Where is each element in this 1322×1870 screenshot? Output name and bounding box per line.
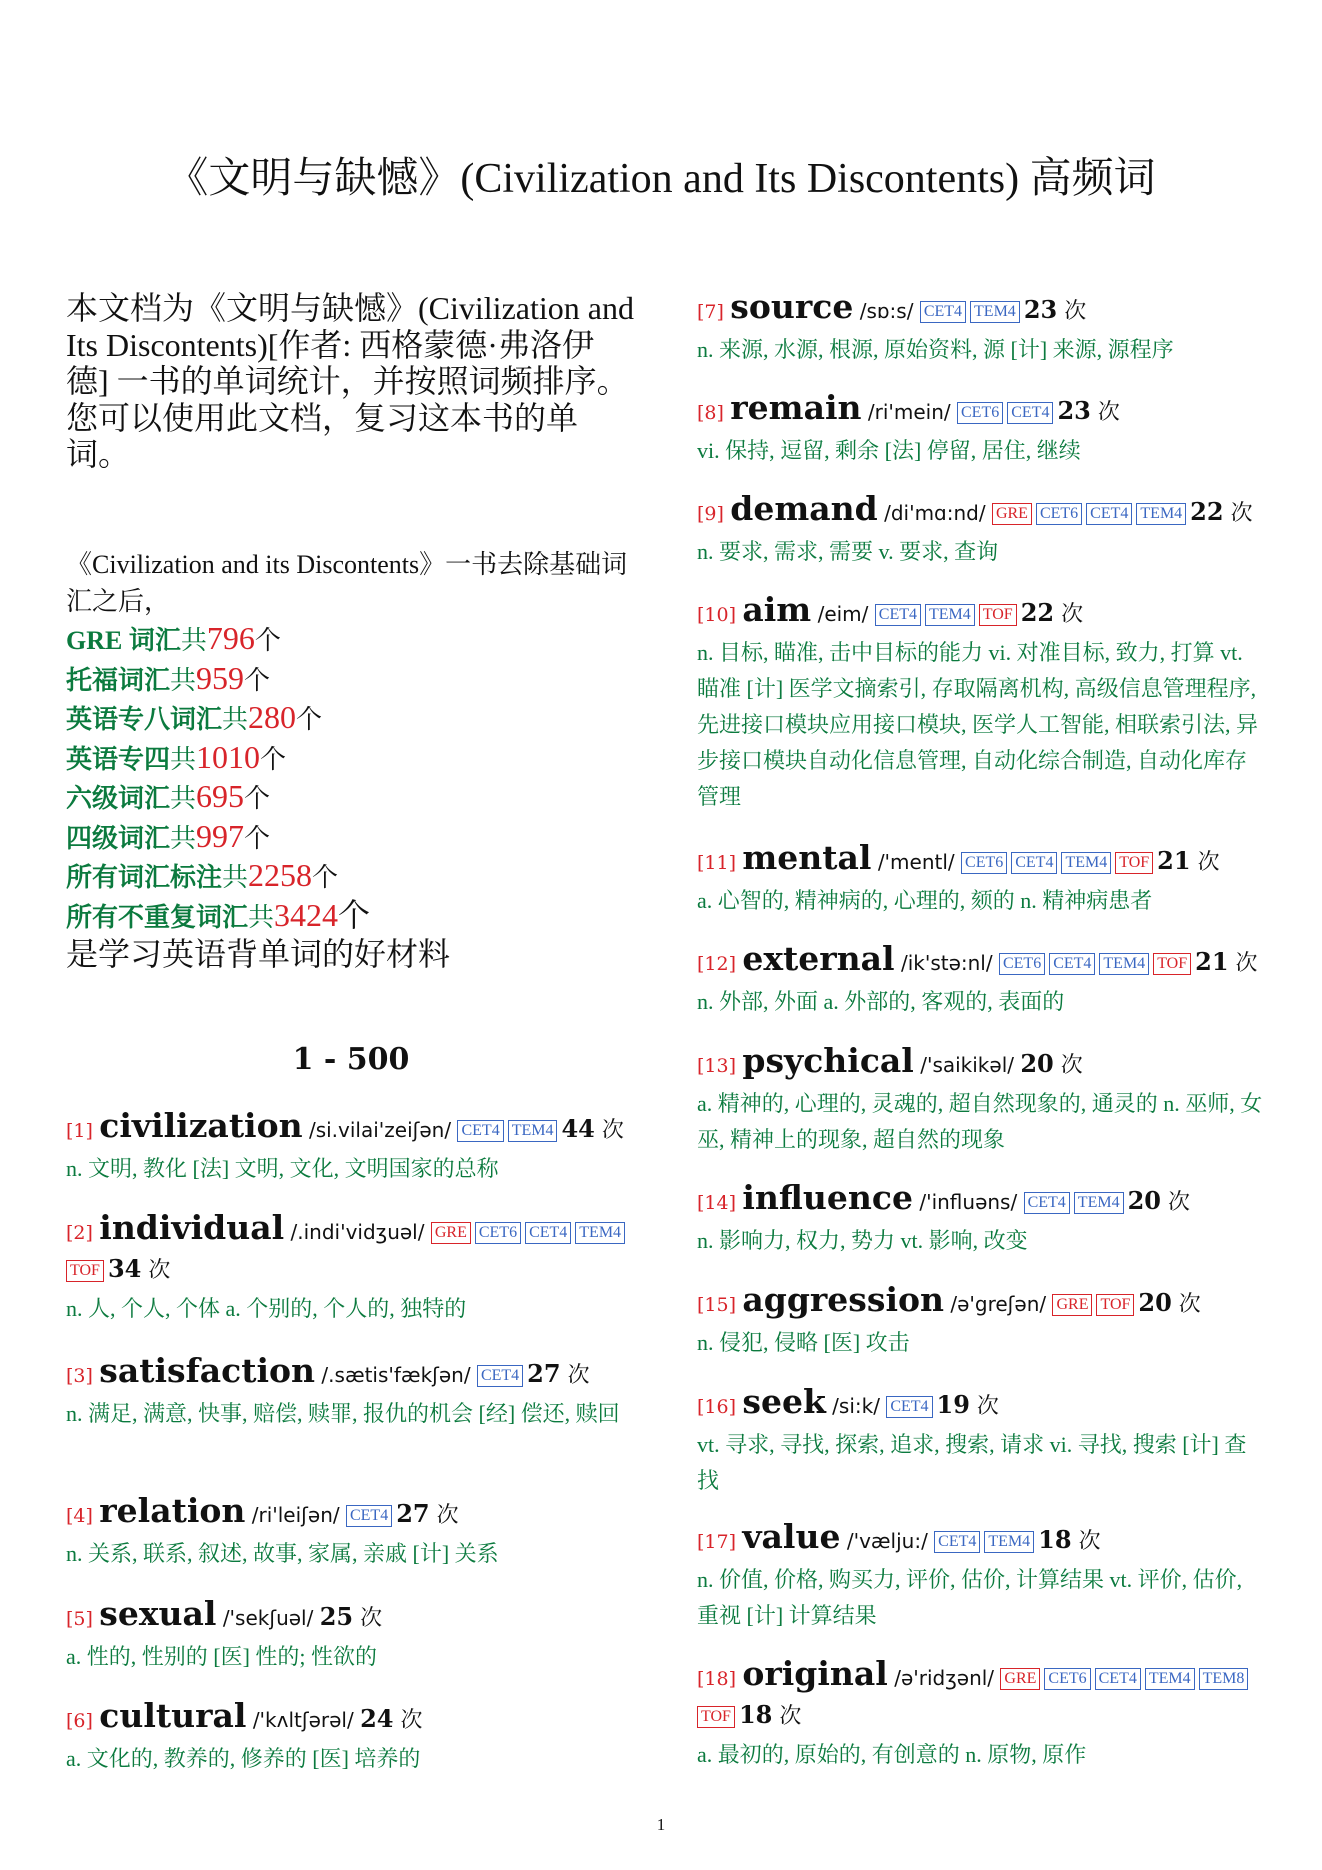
entry-count-unit: 次 xyxy=(353,1606,383,1631)
stats-label: 所有不重复词汇 xyxy=(66,902,249,932)
entry-head xyxy=(697,1384,1267,1425)
entry-definition: n. 文明, 教化 [法] 文明, 文化, 文明国家的总称 xyxy=(66,1156,499,1181)
entry-count: 23 xyxy=(1023,295,1058,324)
entry-head xyxy=(697,1282,1267,1323)
page-number: 1 xyxy=(656,1815,666,1834)
exam-tag-badge: CET4 xyxy=(1011,852,1057,874)
stats-row xyxy=(66,857,636,897)
entry-word: external xyxy=(742,939,895,978)
entry-rank: [14] xyxy=(697,1192,737,1214)
entry-rank: [11] xyxy=(697,852,737,874)
stats-row xyxy=(66,778,636,818)
entry-rank: [13] xyxy=(697,1055,737,1077)
word-entry xyxy=(697,1180,1267,1259)
entry-phonetic: /ə'ridʒənl/ xyxy=(894,1666,995,1690)
entry-phonetic: /.indi'vidʒuəl/ xyxy=(290,1220,425,1244)
word-entry xyxy=(66,1493,636,1572)
entry-count: 34 xyxy=(107,1254,142,1283)
stats-unit: 个 xyxy=(244,823,271,853)
entry-count: 19 xyxy=(936,1390,970,1419)
word-entry xyxy=(66,1596,636,1675)
entry-definition: a. 心智的, 精神病的, 心理的, 颏的 n. 精神病患者 xyxy=(697,888,1153,913)
entry-count: 22 xyxy=(1190,497,1224,526)
stats-value: 2258 xyxy=(248,857,313,893)
entry-phonetic: /ik'stə:nl/ xyxy=(900,951,993,975)
word-entry xyxy=(66,1108,636,1187)
entry-word: value xyxy=(742,1517,841,1556)
entry-rank: [6] xyxy=(66,1710,93,1732)
entry-count: 21 xyxy=(1195,947,1229,976)
entry-definition: n. 外部, 外面 a. 外部的, 客观的, 表面的 xyxy=(697,989,1065,1014)
stats-label: GRE 词汇 xyxy=(66,626,181,655)
entry-count-unit: 次 xyxy=(1071,1529,1101,1554)
exam-tag-badge: CET4 xyxy=(886,1396,932,1418)
entry-head xyxy=(697,840,1267,881)
exam-tag-badge: CET4 xyxy=(525,1222,571,1244)
stats-label: 所有词汇标注 xyxy=(66,863,223,892)
word-entry xyxy=(697,289,1267,368)
entry-rank: [9] xyxy=(697,503,724,525)
entry-head xyxy=(697,289,1267,330)
stats-label: 四级词汇 xyxy=(66,823,171,853)
entry-definition: a. 文化的, 教养的, 修养的 [医] 培养的 xyxy=(66,1746,421,1771)
entry-rank: [7] xyxy=(697,301,724,323)
exam-tag-badge: CET6 xyxy=(475,1222,521,1244)
entry-count-unit: 次 xyxy=(772,1704,802,1729)
intro-paragraph xyxy=(66,290,636,473)
stats-suffix: 共 xyxy=(170,784,197,813)
exam-tag-badge: CET4 xyxy=(1095,1668,1141,1690)
exam-tag-badge: TEM8 xyxy=(1199,1668,1249,1690)
entry-word: influence xyxy=(742,1178,913,1217)
entry-head xyxy=(66,1108,636,1149)
entry-count: 20 xyxy=(1020,1049,1054,1078)
word-entry xyxy=(697,840,1267,919)
entry-phonetic: /ri'mein/ xyxy=(867,400,951,424)
stats-row xyxy=(66,620,636,660)
entry-phonetic: /sɒ:s/ xyxy=(859,299,914,323)
word-entry xyxy=(697,592,1267,815)
entry-word: demand xyxy=(730,489,878,528)
stats-unit: 个 xyxy=(338,896,371,933)
entry-definition: n. 要求, 需求, 需要 v. 要求, 查询 xyxy=(697,539,999,564)
exam-tag-badge: CET6 xyxy=(1044,1668,1090,1690)
word-entry xyxy=(697,491,1267,570)
entry-phonetic: /ri'leiʃən/ xyxy=(251,1503,340,1527)
entry-definition: n. 关系, 联系, 叙述, 故事, 家属, 亲戚 [计] 关系 xyxy=(66,1541,499,1566)
exam-tag-badge: GRE xyxy=(1000,1668,1040,1690)
entry-rank: [2] xyxy=(66,1222,93,1244)
exam-tag-badge: TEM4 xyxy=(1099,953,1149,975)
stats-unit: 个 xyxy=(296,705,323,734)
word-entry xyxy=(697,1282,1267,1361)
entry-count: 18 xyxy=(738,1700,773,1729)
entry-rank: [15] xyxy=(697,1294,737,1316)
entry-count-unit: 次 xyxy=(429,1503,459,1528)
entry-head xyxy=(66,1353,636,1394)
entry-count: 25 xyxy=(319,1602,354,1631)
stats-label: 英语专四 xyxy=(66,744,171,774)
word-entry xyxy=(66,1210,636,1327)
stats-closing: 是学习英语背单词的好材料 xyxy=(66,936,451,972)
entry-word: relation xyxy=(99,1491,246,1530)
stats-value: 997 xyxy=(196,817,245,854)
exam-tag-badge: CET4 xyxy=(1086,503,1132,525)
exam-tag-badge: CET6 xyxy=(999,953,1045,975)
stats-unit: 个 xyxy=(254,626,281,655)
entry-phonetic: /'mentl/ xyxy=(877,850,955,874)
entry-rank: [12] xyxy=(697,953,737,975)
exam-tag-badge: CET6 xyxy=(957,402,1003,424)
exam-tag-badge: GRE xyxy=(1052,1294,1092,1316)
entry-phonetic: /'saikikəl/ xyxy=(920,1053,1014,1077)
entry-phonetic: /ə'greʃən/ xyxy=(950,1292,1047,1316)
stats-row xyxy=(66,699,636,739)
exam-tag-badge: TEM4 xyxy=(984,1531,1034,1553)
entry-count: 27 xyxy=(396,1499,430,1528)
stats-row xyxy=(66,660,636,700)
exam-tag-badge: CET4 xyxy=(457,1120,503,1142)
page-title: 《文明与缺憾》(Civilization and Its Discontents) 高频词 xyxy=(166,156,1156,202)
entry-count-unit: 次 xyxy=(1053,1053,1083,1078)
entry-word: individual xyxy=(99,1208,285,1247)
exam-tag-badge: TOF xyxy=(979,604,1017,626)
entry-head xyxy=(697,1043,1267,1084)
stats-row xyxy=(66,897,636,937)
exam-tag-badge: TEM4 xyxy=(925,604,975,626)
entry-count-unit: 次 xyxy=(1228,951,1258,976)
entry-head xyxy=(697,491,1267,532)
word-entry xyxy=(697,1384,1267,1499)
entry-head xyxy=(697,1519,1267,1560)
stats-value: 3424 xyxy=(274,896,339,933)
entry-count: 23 xyxy=(1057,396,1091,425)
entry-rank: [4] xyxy=(66,1505,93,1527)
entry-definition: n. 目标, 瞄准, 击中目标的能力 vi. 对准目标, 致力, 打算 vt. 瞄准 [计] 医学文摘索引, 存取隔离机构, 高级信息管理程序, 先进接口模块应用接口模块, 医学人工智能, 相联索引法, 异步接口模块自动化信息管理, 自动化综合制造, 自动化库存管理 xyxy=(697,640,1259,809)
exam-tag-badge: TOF xyxy=(1096,1294,1134,1316)
stats-unit: 个 xyxy=(244,784,271,813)
word-entry xyxy=(697,390,1267,469)
exam-tag-badge: GRE xyxy=(431,1222,471,1244)
stats-suffix: 共 xyxy=(222,863,249,892)
stats-unit: 个 xyxy=(244,665,271,695)
entry-count: 24 xyxy=(360,1704,394,1733)
stats-value: 280 xyxy=(248,699,297,735)
exam-tag-badge: CET4 xyxy=(346,1505,392,1527)
entry-word: civilization xyxy=(99,1106,303,1145)
intro-line-2: 您可以使用此文档，复习这本书的单词。 xyxy=(66,399,579,472)
entry-word: source xyxy=(730,287,854,326)
entry-word: cultural xyxy=(99,1696,247,1735)
stats-lead: 《Civilization and its Discontents》一书去除基础词汇之后， xyxy=(66,550,628,616)
stats-row xyxy=(66,818,636,858)
exam-tag-badge: CET4 xyxy=(934,1531,980,1553)
entry-phonetic: /di'mɑ:nd/ xyxy=(884,501,986,525)
stats-suffix: 共 xyxy=(180,626,207,655)
stats-suffix: 共 xyxy=(170,823,197,853)
entry-definition: n. 满足, 满意, 快事, 赔偿, 赎罪, 报仇的机会 [经] 偿还, 赎回 xyxy=(66,1401,620,1426)
entry-definition: a. 精神的, 心理的, 灵魂的, 超自然现象的, 通灵的 n. 巫师, 女巫, 精神上的现象, 超自然的现象 xyxy=(697,1091,1263,1152)
entry-count: 27 xyxy=(527,1359,561,1388)
stats-suffix: 共 xyxy=(170,744,197,774)
entry-head xyxy=(66,1698,636,1739)
entry-count: 22 xyxy=(1020,598,1055,627)
stats-label: 英语专八词汇 xyxy=(66,705,223,734)
exam-tag-badge: CET4 xyxy=(920,301,966,323)
entry-word: psychical xyxy=(742,1041,914,1080)
entry-rank: [1] xyxy=(66,1120,93,1142)
entry-head xyxy=(697,390,1267,431)
entry-count-unit: 次 xyxy=(1090,400,1120,425)
stats-value: 959 xyxy=(196,659,245,696)
entry-word: original xyxy=(742,1654,888,1693)
entry-count-unit: 次 xyxy=(141,1258,171,1283)
entry-phonetic: /eim/ xyxy=(817,602,869,626)
exam-tag-badge: CET4 xyxy=(1007,402,1053,424)
entry-head xyxy=(66,1210,636,1289)
entry-definition: a. 最初的, 原始的, 有创意的 n. 原物, 原作 xyxy=(697,1742,1087,1767)
entry-count: 21 xyxy=(1157,846,1191,875)
entry-count-unit: 次 xyxy=(1190,850,1220,875)
stats-unit: 个 xyxy=(312,863,339,892)
entry-phonetic: /.sætis'fækʃən/ xyxy=(321,1363,471,1387)
entry-word: satisfaction xyxy=(99,1351,316,1390)
entry-count-unit: 次 xyxy=(560,1363,590,1388)
exam-tag-badge: GRE xyxy=(992,503,1032,525)
entry-head xyxy=(697,592,1267,633)
exam-tag-badge: CET6 xyxy=(1036,503,1082,525)
entry-head xyxy=(697,1656,1267,1735)
entry-count: 18 xyxy=(1038,1525,1072,1554)
exam-tag-badge: TOF xyxy=(697,1706,735,1728)
entry-rank: [3] xyxy=(66,1365,93,1387)
entry-definition: a. 性的, 性别的 [医] 性的; 性欲的 xyxy=(66,1644,378,1669)
word-entry xyxy=(697,1656,1267,1773)
exam-tag-badge: TEM4 xyxy=(1145,1668,1195,1690)
exam-tag-badge: TOF xyxy=(1115,852,1153,874)
exam-tag-badge: TOF xyxy=(66,1260,104,1282)
exam-tag-badge: TEM4 xyxy=(970,301,1020,323)
entry-word: aim xyxy=(742,590,812,629)
entry-rank: [18] xyxy=(697,1668,737,1690)
entry-word: mental xyxy=(742,838,872,877)
word-entry xyxy=(66,1353,636,1432)
entry-word: sexual xyxy=(99,1594,217,1633)
stats-suffix: 共 xyxy=(248,902,275,932)
entry-count-unit: 次 xyxy=(1057,299,1087,324)
stats-label: 托福词汇 xyxy=(66,665,171,695)
entry-definition: n. 影响力, 权力, 势力 vt. 影响, 改变 xyxy=(697,1228,1028,1253)
entry-phonetic: /'vælju:/ xyxy=(846,1529,928,1553)
word-entry xyxy=(697,941,1267,1020)
exam-tag-badge: TEM4 xyxy=(1061,852,1111,874)
entry-word: remain xyxy=(730,388,862,427)
exam-tag-badge: TEM4 xyxy=(1074,1192,1124,1214)
word-entry xyxy=(66,1698,636,1777)
entry-definition: vi. 保持, 逗留, 剩余 [法] 停留, 居住, 继续 xyxy=(697,438,1081,463)
word-entry xyxy=(697,1043,1267,1158)
exam-tag-badge: CET4 xyxy=(875,604,921,626)
word-entry xyxy=(697,1519,1267,1634)
entry-count-unit: 次 xyxy=(1171,1292,1201,1317)
entry-count-unit: 次 xyxy=(594,1118,624,1143)
entry-count-unit: 次 xyxy=(1160,1190,1190,1215)
intro-line-1: 本文档为《文明与缺憾》(Civilization and Its Discontents)[作者: 西格蒙德·弗洛伊德] 一书的单词统计，并按照词频排序。 xyxy=(66,290,634,399)
entry-head xyxy=(66,1493,636,1534)
entry-count: 20 xyxy=(1127,1186,1161,1215)
section-heading: 1 - 500 xyxy=(292,1042,410,1077)
stats-value: 1010 xyxy=(196,738,261,775)
stats-label: 六级词汇 xyxy=(66,784,171,813)
exam-tag-badge: CET6 xyxy=(961,852,1007,874)
entry-count-unit: 次 xyxy=(1223,501,1253,526)
entry-count: 44 xyxy=(561,1114,595,1143)
exam-tag-badge: CET4 xyxy=(477,1365,523,1387)
entry-count-unit: 次 xyxy=(969,1394,999,1419)
entry-rank: [5] xyxy=(66,1608,93,1630)
entry-count-unit: 次 xyxy=(1054,602,1084,627)
stats-unit: 个 xyxy=(260,744,287,774)
stats-block xyxy=(66,547,636,973)
exam-tag-badge: CET4 xyxy=(1024,1192,1070,1214)
entry-phonetic: /'kʌltʃərəl/ xyxy=(252,1708,354,1732)
exam-tag-badge: TEM4 xyxy=(1136,503,1186,525)
stats-suffix: 共 xyxy=(170,665,197,695)
exam-tag-badge: TEM4 xyxy=(508,1120,558,1142)
entry-phonetic: /si.vilai'zeiʃən/ xyxy=(308,1118,452,1142)
entry-definition: vt. 寻求, 寻找, 探索, 追求, 搜索, 请求 vi. 寻找, 搜索 [计] 查找 xyxy=(697,1432,1247,1493)
entry-word: aggression xyxy=(742,1280,944,1319)
entry-phonetic: /'sekʃuəl/ xyxy=(222,1606,314,1630)
exam-tag-badge: CET4 xyxy=(1049,953,1095,975)
exam-tag-badge: TOF xyxy=(1153,953,1191,975)
exam-tag-badge: TEM4 xyxy=(575,1222,625,1244)
entry-rank: [16] xyxy=(697,1396,737,1418)
stats-suffix: 共 xyxy=(222,705,249,734)
entry-rank: [17] xyxy=(697,1531,737,1553)
entry-phonetic: /'influəns/ xyxy=(919,1190,1018,1214)
entry-head xyxy=(697,1180,1267,1221)
entry-phonetic: /si:k/ xyxy=(832,1394,880,1418)
entry-definition: n. 人, 个人, 个体 a. 个别的, 个人的, 独特的 xyxy=(66,1296,467,1321)
entry-count: 20 xyxy=(1138,1288,1172,1317)
entry-definition: n. 来源, 水源, 根源, 原始资料, 源 [计] 来源, 源程序 xyxy=(697,337,1174,362)
entry-rank: [10] xyxy=(697,604,737,626)
entry-word: seek xyxy=(742,1382,826,1421)
entry-head xyxy=(66,1596,636,1637)
stats-value: 695 xyxy=(196,778,245,814)
entry-definition: n. 侵犯, 侵略 [医] 攻击 xyxy=(697,1330,910,1355)
stats-row xyxy=(66,739,636,779)
entry-head xyxy=(697,941,1267,982)
entry-definition: n. 价值, 价格, 购买力, 评价, 估价, 计算结果 vt. 评价, 估价, 重视 [计] 计算结果 xyxy=(697,1567,1243,1628)
stats-value: 796 xyxy=(206,620,255,656)
entry-rank: [8] xyxy=(697,402,724,424)
entry-count-unit: 次 xyxy=(393,1708,423,1733)
stats-rows xyxy=(66,620,636,936)
